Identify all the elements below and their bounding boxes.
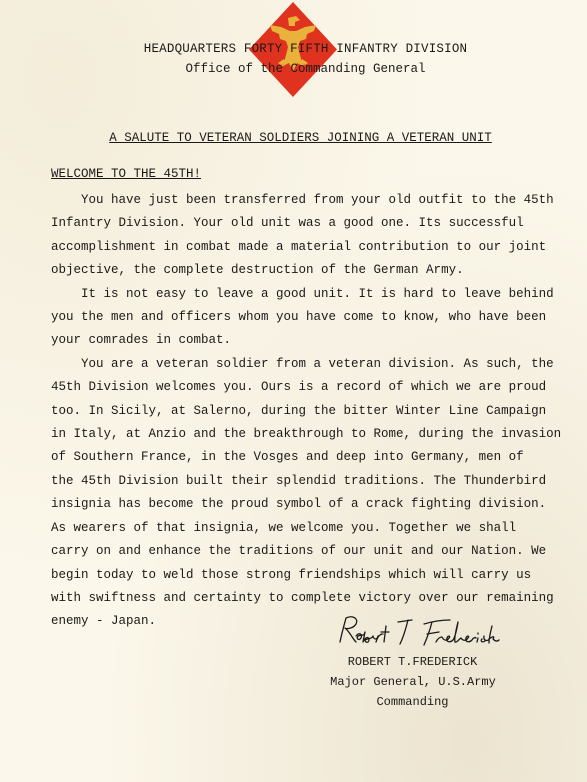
paragraph-line: in Italy, at Anzio and the breakthrough to Rome, during the invasion: [51, 427, 562, 442]
letterhead-division: HEADQUARTERS FORTY FIFTH INFANTRY DIVISION: [143, 42, 468, 56]
paragraph-line: carry on and enhance the traditions of our unit and our Nation. We: [51, 544, 547, 559]
paragraph-line: your comrades in combat.: [51, 333, 232, 348]
paragraph-line: too. In Sicily, at Salerno, during the bitter Winter Line Campaign: [51, 403, 547, 418]
paragraph-line: 45th Division welcomes you. Ours is a record of which we are proud: [51, 380, 547, 395]
paragraph-line: insignia has become the proud symbol of a crack fighting division.: [51, 497, 547, 512]
paragraph-line: accomplishment in combat made a material contribution to our joint: [51, 239, 547, 254]
signatory-name: ROBERT T.FREDERICK: [347, 655, 478, 669]
letter-title: A SALUTE TO VETERAN SOLDIERS JOINING A VETERAN UNIT: [109, 131, 492, 145]
paragraph-line: the 45th Division built their splendid traditions. The Thunderbird: [51, 473, 547, 488]
paragraph-line: It is not easy to leave a good unit. It is hard to leave behind: [81, 286, 554, 301]
salutation: WELCOME TO THE 45TH!: [51, 167, 202, 181]
letter-body: [51, 189, 562, 634]
paragraph-line: you the men and officers whom you have come to know, who have been: [51, 310, 547, 325]
paragraph-line: You have just been transferred from your old outfit to the 45th: [81, 193, 554, 207]
paragraph-line: As wearers of that insignia, we welcome you. Together we shall: [51, 520, 517, 535]
signatory-role: Commanding: [376, 695, 449, 709]
letterhead-office: Office of the Commanding General: [185, 62, 426, 76]
paragraph-line: enemy - Japan.: [51, 614, 157, 629]
paragraph-1: [51, 189, 554, 283]
paragraph-line: You are a veteran soldier from a veteran division. As such, the: [81, 356, 554, 371]
handwritten-signature: [332, 612, 502, 652]
paragraph-line: begin today to weld those strong friendships which will carry us: [51, 567, 532, 582]
paragraph-3: [51, 353, 562, 634]
paragraph-2: [51, 283, 554, 353]
paragraph-line: with swiftness and certainty to complete victory over our remaining: [51, 590, 554, 605]
paragraph-line: Infantry Division. Your old unit was a good one. Its successful: [51, 216, 524, 231]
paragraph-line: objective, the complete destruction of the German Army.: [51, 263, 464, 278]
paragraph-line: of Southern France, in the Vosges and deep into Germany, men of: [51, 450, 524, 465]
signatory-rank: Major General, U.S.Army: [330, 675, 496, 689]
